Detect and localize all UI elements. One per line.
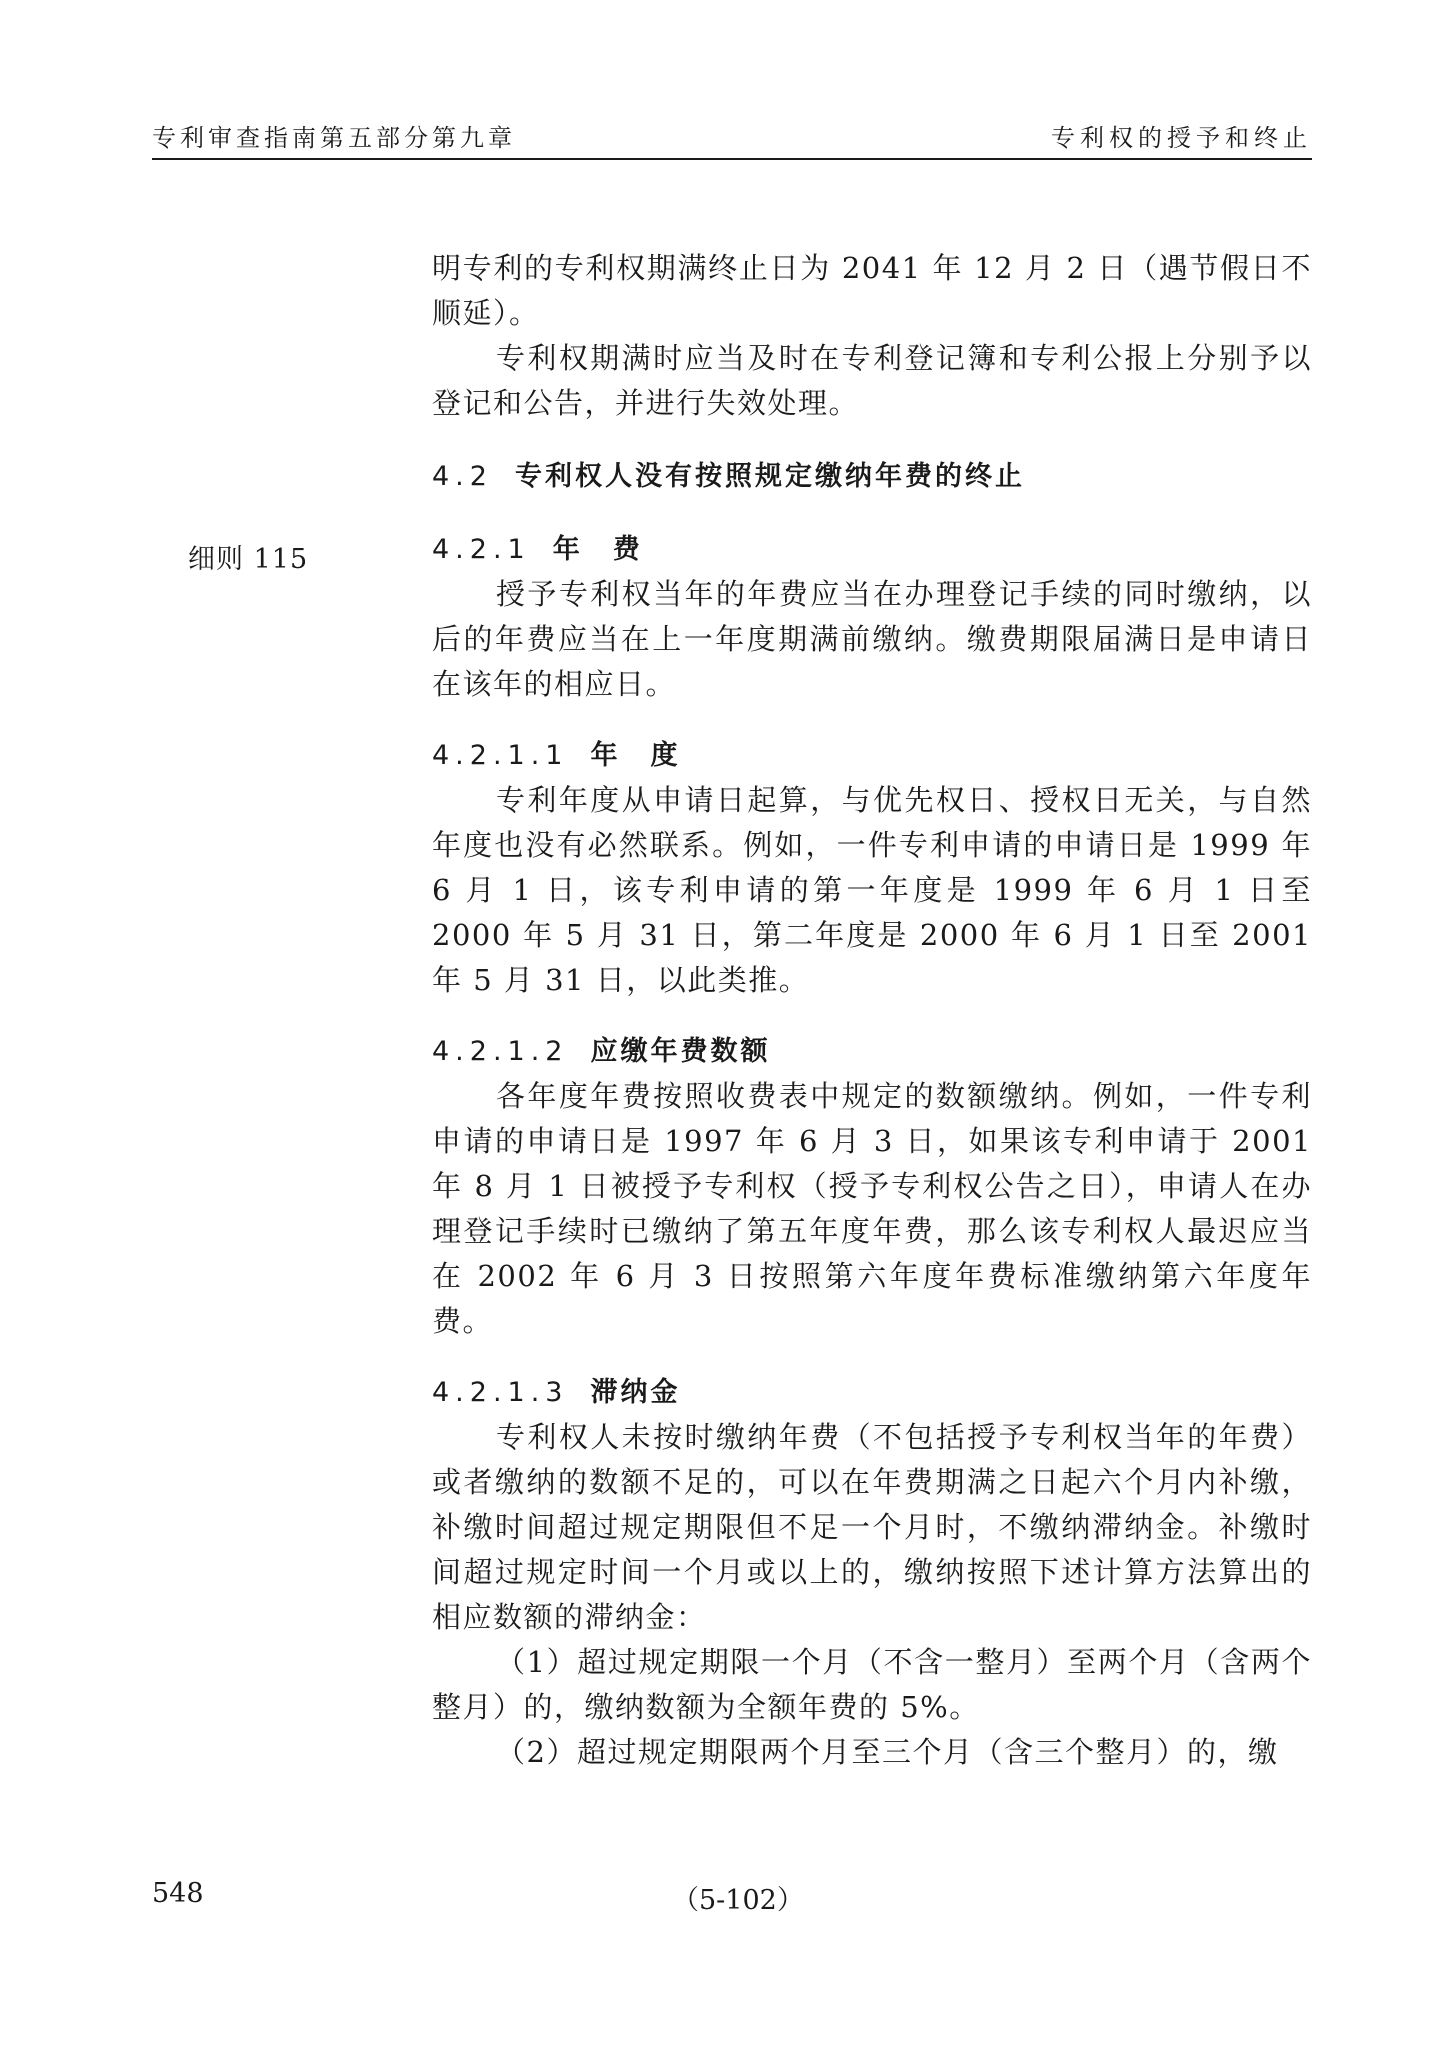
paragraph-expiry-registration: 专利权期满时应当及时在专利登记簿和专利公报上分别予以登记和公告，并进行失效处理。: [432, 341, 1312, 420]
page-body: [432, 246, 1312, 1775]
paragraph-late-fee: 专利权人未按时缴纳年费（不包括授予专利权当年的年费）或者缴纳的数额不足的，可以在年费期满之日起六个月内补缴，补缴时间超过规定期限但不足一个月时，不缴纳滞纳金。补缴时间超过规定时间一个月或以上的，缴纳按照下述计算方法算出的相应数额的滞纳金：: [432, 1420, 1312, 1634]
section-number: 4.2.1: [432, 534, 531, 565]
section-number: 4.2.1.1: [432, 740, 569, 771]
section-title: 专利权人没有按照规定缴纳年费的终止: [514, 461, 1025, 492]
list-item-late-fee-2: （2）超过规定期限两个月至三个月（含三个整月）的，缴: [496, 1735, 1279, 1769]
header-section-title: 专利权的授予和终止: [1051, 124, 1312, 152]
page-number: 548: [152, 1878, 204, 1909]
section-title: 年 费: [552, 534, 643, 565]
header-chapter-title: 专利审查指南第五部分第九章: [152, 124, 516, 152]
section-page-code: （5-102）: [672, 1885, 804, 1916]
section-number: 4.2: [432, 461, 493, 492]
paragraph-fee-amount: 各年度年费按照收费表中规定的数额缴纳。例如，一件专利申请的申请日是 1997 年 6 月 3 日，如果该专利申请于 2001 年 8 月 1 日被授予专利权（授予专利权公告之日），申请人在办理登记手续时已缴纳了第五年度年费，那么该专利权人最迟应当在 2002 年 6 月 3 日按照第六年度年费标准缴纳第六年度年费。: [432, 1079, 1312, 1338]
section-heading-4-2-1-3: [432, 1370, 1312, 1415]
paragraph-expiry-date: 明专利的专利权期满终止日为 2041 年 12 月 2 日（遇节假日不顺延）。: [432, 251, 1312, 330]
section-title: 滞纳金: [590, 1377, 681, 1408]
running-header: [152, 112, 1312, 160]
section-title: 年 度: [590, 740, 681, 771]
list-item-late-fee-1: （1）超过规定期限一个月（不含一整月）至两个月（含两个整月）的，缴纳数额为全额年费的 5%。: [432, 1645, 1312, 1724]
section-number: 4.2.1.3: [432, 1377, 569, 1408]
section-heading-4-2-1-2: [432, 1029, 1312, 1074]
margin-note-rule-reference: 细则 115: [188, 544, 309, 575]
section-number: 4.2.1.2: [432, 1036, 569, 1067]
paragraph-annual-fee: 授予专利权当年的年费应当在办理登记手续的同时缴纳，以后的年费应当在上一年度期满前缴纳。缴费期限届满日是申请日在该年的相应日。: [432, 577, 1312, 701]
section-title: 应缴年费数额: [590, 1036, 771, 1067]
paragraph-patent-year: 专利年度从申请日起算，与优先权日、授权日无关，与自然年度也没有必然联系。例如，一件专利申请的申请日是 1999 年 6 月 1 日，该专利申请的第一年度是 1999 年 6 月 1 日至 2000 年 5 月 31 日，第二年度是 2000 年 6 月 1 日至 2001 年 5 月 31 日，以此类推。: [432, 783, 1312, 997]
section-heading-4-2-1-1: [432, 733, 1312, 778]
section-heading-4-2-1: [432, 527, 1312, 572]
section-heading-4-2: [432, 454, 1312, 499]
